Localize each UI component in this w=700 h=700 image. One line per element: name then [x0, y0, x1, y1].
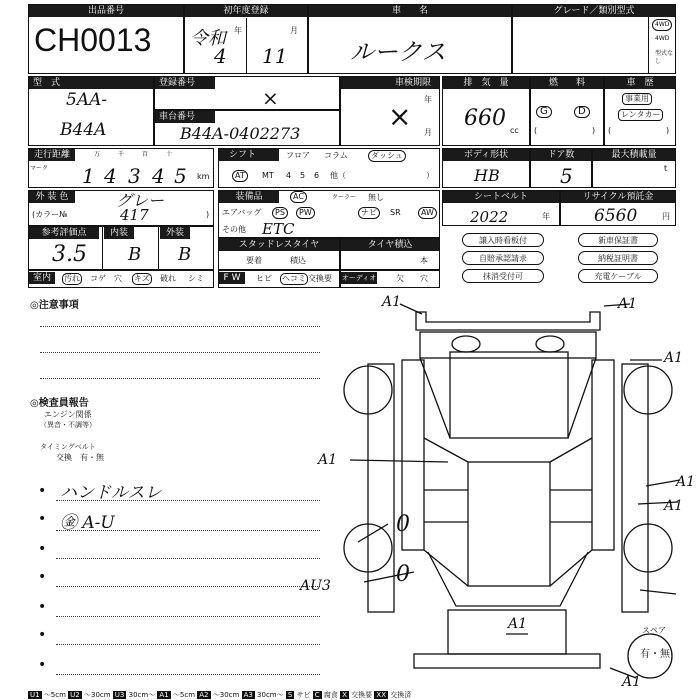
- report-engine-sub: （異音・不調等）: [40, 421, 96, 429]
- doc-tax: 納税証明書: [578, 251, 658, 265]
- shift-other: 他（: [330, 171, 346, 180]
- first-reg-label: 初年度登録: [185, 5, 307, 17]
- spare-label: スペア: [642, 626, 666, 635]
- report-rule-6: [56, 644, 320, 645]
- report-bullet-1: •: [38, 483, 47, 499]
- first-reg-era: 令和: [190, 28, 226, 49]
- mileage-digit-1: 1: [82, 164, 95, 188]
- notes-title: ◎注意事項: [30, 300, 79, 311]
- history-business: 事業用: [622, 93, 652, 105]
- reg-no-label: 登録番号: [155, 77, 215, 89]
- legend-key-a2: A2: [199, 691, 209, 699]
- grade-label: グレード／類別型式: [513, 5, 675, 17]
- report-bullet-7: •: [38, 657, 47, 673]
- shift-close: ）: [426, 171, 434, 180]
- legend-key-x: X: [342, 691, 347, 699]
- equipment-label: 装備品: [219, 191, 279, 203]
- inspection-month-label: 月: [424, 128, 432, 137]
- mark-right-front-panel: A1: [664, 350, 684, 366]
- legend-val-u1: ～5cm: [43, 691, 66, 699]
- equipment-other: ETC: [262, 220, 295, 238]
- scores-int-label: 内装: [104, 227, 134, 239]
- fw-item-3: 交換要: [308, 274, 332, 283]
- mileage-unit-hyaku: 百: [142, 151, 149, 158]
- shift-mt: MT: [262, 171, 274, 180]
- equipment-sr: SR: [390, 208, 401, 217]
- color-value: グレー: [116, 191, 165, 210]
- color-close: ): [206, 210, 210, 219]
- mileage-digit-3: 3: [128, 164, 141, 188]
- car-name-label: 車 名: [309, 5, 511, 17]
- fw-item-1: ヒビ: [256, 274, 272, 283]
- fw-item-2: ヘコミ: [282, 274, 306, 283]
- mark-front-left: A1: [382, 294, 402, 310]
- mileage-km: km: [197, 172, 210, 181]
- displacement-unit: cc: [510, 126, 519, 135]
- interior-item-4: キズ: [134, 274, 150, 283]
- equipment-other-label: その他: [222, 225, 246, 234]
- report-rule-3: [56, 558, 320, 559]
- equipment-ps: PS: [272, 207, 288, 219]
- color-code: 417: [120, 206, 149, 224]
- mileage-digit-5: 5: [174, 164, 187, 188]
- shift-gear-6: 6: [314, 171, 320, 180]
- legend-val-u3: 30cm～: [128, 691, 156, 699]
- interior-item-3: 穴: [114, 274, 122, 283]
- lot-number: CH0013: [34, 22, 152, 58]
- report-rule-4: [56, 586, 320, 587]
- mileage-digit-2: 4: [104, 164, 117, 188]
- history-label: 車 歴: [605, 77, 675, 89]
- fuel-close: ): [592, 126, 596, 135]
- grade-opt-divider: [648, 17, 649, 74]
- scores-divider-1: [102, 227, 103, 269]
- legend-key-xx: XX: [376, 691, 386, 699]
- report-bullet-4: •: [38, 569, 47, 585]
- lot-label: 出品番号: [29, 5, 183, 17]
- equipment-aw: AW: [418, 207, 437, 219]
- shift-gear-4: 4: [286, 171, 292, 180]
- mark-right-door: A1: [676, 474, 696, 490]
- capacity-unit: t: [664, 164, 668, 173]
- recycle-label: リサイクル預託金: [561, 191, 675, 203]
- seatbelt-year-unit: 年: [542, 212, 550, 221]
- mark-rear: A1: [508, 616, 528, 632]
- report-rule-1: [56, 500, 320, 501]
- audio-item-1: 欠: [396, 274, 404, 283]
- shift-label: シフト: [219, 149, 279, 161]
- legend-key-c: C: [314, 691, 320, 699]
- seatbelt-label: シートベルト: [443, 191, 559, 203]
- model-label: 型 式: [29, 77, 153, 89]
- equipment-cooler: クーラー: [332, 194, 357, 201]
- first-reg-year-label: 年: [234, 26, 242, 35]
- legend-key-u3: U3: [114, 691, 125, 699]
- mileage-label: 走行距離: [29, 149, 75, 161]
- audio-label: オーディオ: [341, 274, 377, 282]
- first-reg-year: 4: [214, 44, 227, 68]
- report-line-1: ハンドルスレ: [60, 483, 162, 503]
- reg-no-value: ×: [262, 86, 279, 110]
- fuel-label: 燃 料: [531, 77, 603, 89]
- mark-rear-bumper: A1: [622, 674, 642, 690]
- scores-ext-label: 外装: [160, 227, 190, 239]
- mark-zero-1: 0: [396, 512, 410, 537]
- interior-item-5: 破れ: [160, 274, 176, 283]
- audio-item-2: 穴: [420, 274, 428, 283]
- notes-line-1: [40, 326, 320, 327]
- mileage-unit-man: 万: [94, 151, 101, 158]
- scores-label: 参考評価点: [29, 227, 99, 239]
- history-rental: レンタカー: [618, 109, 663, 121]
- report-line-2: ㊎ A-U: [60, 513, 115, 533]
- model-line2: B44A: [60, 120, 107, 140]
- studless-opt1: 要着: [246, 256, 262, 265]
- legend-key-u2: U2: [70, 691, 80, 699]
- fuel-d: D: [574, 106, 590, 118]
- report-timing: タイミングベルト: [40, 443, 96, 451]
- chassis-label: 車台番号: [155, 111, 215, 123]
- interior-item-1: 汚れ: [64, 274, 80, 283]
- first-reg-month: 11: [262, 44, 288, 68]
- mark-left-door: A1: [318, 452, 338, 468]
- report-engine: エンジン関係: [44, 410, 92, 419]
- tire-load-unit: 本: [420, 256, 428, 265]
- mark-zero-2: 0: [396, 562, 410, 587]
- mark-right-rear: A1: [664, 498, 684, 514]
- legend-val-x: 交換要: [351, 691, 373, 699]
- history-open: (: [608, 126, 612, 135]
- report-bullet-6: •: [38, 627, 47, 643]
- shift-floor: フロア: [286, 151, 310, 160]
- recycle-unit: 円: [662, 212, 670, 221]
- studless-opt2: 積込: [290, 256, 306, 265]
- legend-val-a3: 30cm～: [257, 691, 284, 699]
- doc-warranty: 新車保証書: [578, 233, 658, 247]
- legend-key-s: S: [287, 691, 293, 699]
- body-type-label: ボディ形状: [443, 149, 529, 161]
- equipment-navi: ナビ: [358, 207, 380, 219]
- fuel-open: (: [534, 126, 538, 135]
- fw-label: F W: [219, 272, 245, 284]
- legend-key-a3: A3: [243, 691, 253, 699]
- legend-val-xx: 交換済: [390, 691, 412, 699]
- inspection-year-label: 年: [424, 95, 432, 104]
- legend-val-u2: ～30cm: [83, 691, 111, 699]
- legend-val-s: サビ: [296, 691, 311, 699]
- notes-line-2: [40, 352, 320, 353]
- grade-4wd-circled: 4WD: [652, 19, 672, 31]
- color-code-label: (カラー№: [32, 210, 68, 219]
- interior-item-2: コゲ: [90, 274, 106, 283]
- doc-liability: 自賠承認請求: [462, 251, 544, 265]
- fuel-g: G: [536, 106, 552, 118]
- displacement-value: 660: [464, 106, 506, 131]
- report-bullet-2: •: [38, 511, 47, 527]
- inspection-value: ×: [388, 100, 412, 133]
- car-name-value: ルークス: [350, 38, 446, 66]
- shift-dash: ダッシュ: [368, 150, 406, 162]
- legend-val-a1: ～5cm: [172, 691, 196, 699]
- scores-divider-2: [158, 227, 159, 269]
- doors-label: ドア数: [531, 149, 591, 161]
- chassis-value: B44A-0402273: [180, 124, 301, 143]
- shift-at: AT: [232, 170, 248, 182]
- grade-none: 型式なし: [655, 50, 674, 65]
- doc-signboard: 譲入時看板付: [462, 233, 544, 247]
- equipment-pw: PW: [296, 207, 315, 219]
- history-close: ): [666, 126, 670, 135]
- scores-ext-value: B: [178, 244, 192, 265]
- model-line1: 5AA-: [66, 90, 108, 110]
- legend-key-u1: U1: [30, 691, 40, 699]
- mileage-unit-sen: 千: [118, 151, 125, 158]
- mileage-digit-4: 4: [152, 164, 165, 188]
- report-bullet-3: •: [38, 541, 47, 557]
- interior-label: 室内: [29, 272, 55, 284]
- equipment-none: 無し: [368, 193, 384, 202]
- report-rule-5: [56, 616, 320, 617]
- notes-line-3: [40, 378, 320, 379]
- spare-value: 有・無: [640, 649, 670, 660]
- color-label: 外 装 色: [29, 191, 75, 203]
- doc-deregistration: 抹消受付可: [462, 269, 544, 283]
- seatbelt-year: 2022: [470, 208, 509, 226]
- shift-gear-5: 5: [300, 171, 306, 180]
- equipment-ac: AC: [290, 191, 307, 203]
- shift-column: コラム: [324, 151, 348, 160]
- report-title: ◎検査員報告: [30, 398, 89, 409]
- recycle-value: 6560: [594, 206, 638, 226]
- interior-item-6: シミ: [188, 274, 204, 283]
- mileage-unit-juu: 十: [166, 151, 173, 158]
- grade-4wd: 4WD: [655, 35, 670, 42]
- mark-front-right: A1: [618, 296, 638, 312]
- report-bullet-5: •: [38, 599, 47, 615]
- displacement-label: 排 気 量: [443, 77, 529, 89]
- capacity-label: 最大積載量: [593, 149, 675, 161]
- first-reg-divider: [246, 18, 247, 73]
- report-rule-7: [56, 674, 320, 675]
- mark-left-rear: AU3: [300, 578, 331, 594]
- doors-value: 5: [560, 164, 573, 188]
- body-type-value: HB: [474, 166, 500, 185]
- first-reg-month-label: 月: [290, 26, 298, 35]
- equipment-airbag: エアバッグ: [222, 208, 262, 217]
- legend-val-c: 腐食: [323, 691, 338, 699]
- studless-label: スタッドレスタイヤ: [219, 239, 339, 251]
- mileage-mark-label: マーク: [30, 165, 49, 172]
- tire-load-label: タイヤ積込: [341, 239, 439, 251]
- legend-bar: [28, 690, 700, 700]
- scores-value: 3.5: [52, 242, 87, 267]
- legend-val-a2: ～30cm: [212, 691, 240, 699]
- scores-int-value: B: [128, 244, 142, 265]
- report-timing-sub: 交換 有・無: [56, 453, 104, 462]
- report-rule-2: [56, 530, 320, 531]
- doc-charge-cable: 充電ケーブル: [578, 269, 658, 283]
- inspection-label: 車検期限: [341, 77, 439, 89]
- legend-key-a1: A1: [159, 691, 169, 699]
